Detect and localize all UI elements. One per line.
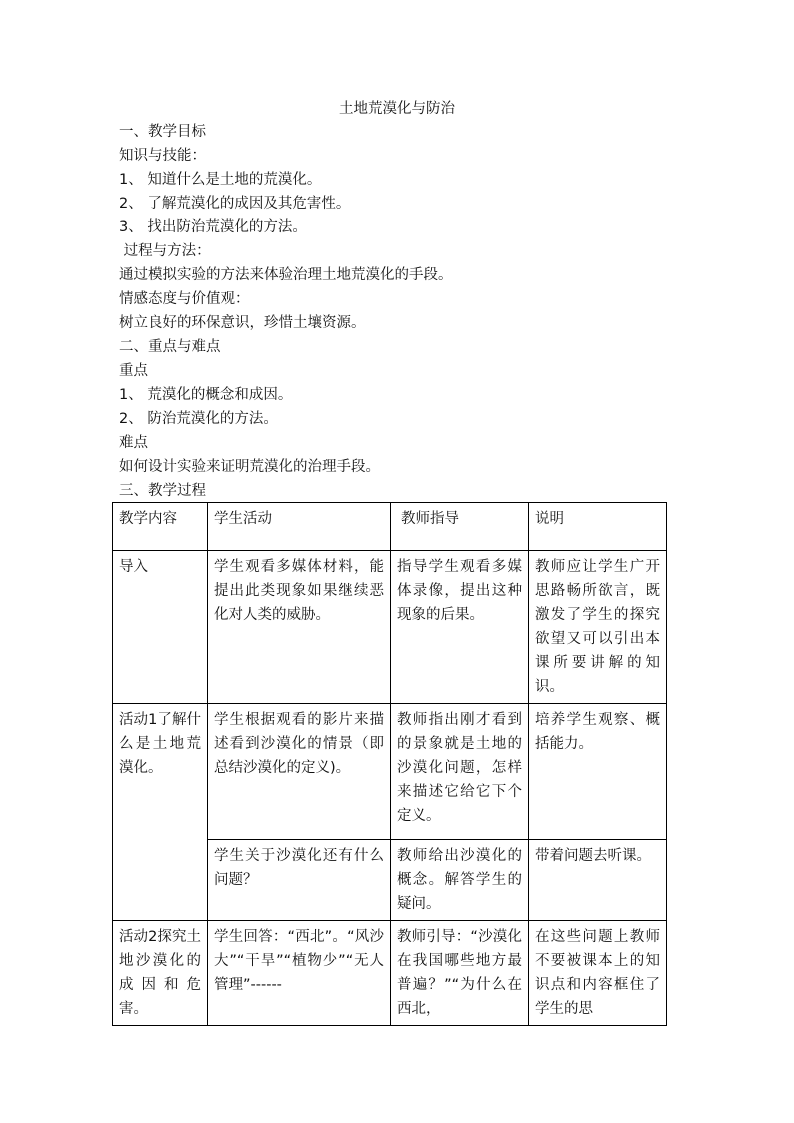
cell-content xyxy=(113,921,208,1026)
cell-notes: 带着问题去听课。 xyxy=(529,840,667,921)
header-teacher-guidance: 教师指导 xyxy=(391,503,529,551)
objective-item-2: 2、 了解荒漠化的成因及其危害性。 xyxy=(119,196,351,212)
header-notes: 说明 xyxy=(529,503,667,551)
cell-teacher-guidance: 教师给出沙漠化的概念。解答学生的疑问。 xyxy=(391,840,529,921)
cell-notes: 培养学生观察、概括能力。 xyxy=(529,704,667,840)
difficulty-text: 如何设计实验来证明荒漠化的治理手段。 xyxy=(119,459,380,475)
objective-item-1: 1、 知道什么是土地的荒漠化。 xyxy=(119,172,322,188)
teaching-process-table xyxy=(112,502,667,1026)
table-row xyxy=(113,551,667,704)
cell-teacher-guidance: 指导学生观看多媒体录像，提出这种现象的后果。 xyxy=(391,551,529,704)
cell-teacher-guidance-text: 教师引导：“沙漠化在我国哪些地方最普遍？”“为什么在西北， xyxy=(397,929,522,1017)
subheading-key-points: 重点 xyxy=(119,363,148,379)
section-heading-process: 三、教学过程 xyxy=(119,483,206,499)
cell-content-text: 活动2探究土地沙漠化的成因和危害。 xyxy=(119,929,201,1017)
attitude-values-text: 树立良好的环保意识，珍惜土壤资源。 xyxy=(119,315,366,331)
header-student-activity: 学生活动 xyxy=(208,503,391,551)
header-content: 教学内容 xyxy=(113,503,208,551)
cell-notes: 教师应让学生广开思路畅所欲言，既激发了学生的探究欲望又可以引出本课所要讲解的知识。 xyxy=(529,551,667,704)
table-row xyxy=(113,921,667,1026)
cell-content: 导入 xyxy=(113,551,208,704)
key-point-item-2: 2、 防治荒漠化的方法。 xyxy=(119,411,278,427)
cell-teacher-guidance: 教师指出刚才看到的景象就是土地的沙漠化问题，怎样来描述它给它下个定义。 xyxy=(391,704,529,840)
cell-student-activity: 学生关于沙漠化还有什么问题？ xyxy=(208,840,391,921)
process-methods-text: 通过模拟实验的方法来体验治理土地荒漠化的手段。 xyxy=(119,267,453,283)
cell-student-activity xyxy=(208,921,391,1026)
objective-item-3: 3、 找出防治荒漠化的方法。 xyxy=(119,219,307,235)
table-header-row xyxy=(113,503,667,551)
cell-student-activity-text: 学生回答：“西北”。“风沙大”“干旱”“植物少”“无人管理”------ xyxy=(214,929,384,993)
cell-notes xyxy=(529,921,667,1026)
section-heading-key-points: 二、重点与难点 xyxy=(119,339,221,355)
cell-notes-text: 在这些问题上教师不要被课本上的知识点和内容框住了学生的思 xyxy=(535,929,660,1017)
cell-content: 活动1了解什么是土地荒漠化。 xyxy=(113,704,208,921)
cell-student-activity: 学生根据观看的影片来描述看到沙漠化的情景（即总结沙漠化的定义)。 xyxy=(208,704,391,840)
section-heading-objectives: 一、教学目标 xyxy=(119,124,206,140)
cell-teacher-guidance xyxy=(391,921,529,1026)
subheading-attitude-values: 情感态度与价值观： xyxy=(119,291,250,307)
cell-student-activity: 学生观看多媒体材料，能提出此类现象如果继续恶化对人类的威胁。 xyxy=(208,551,391,704)
subheading-knowledge-skills: 知识与技能： xyxy=(119,148,206,164)
subheading-difficulty: 难点 xyxy=(119,435,148,451)
subheading-process-methods: 过程与方法： xyxy=(119,243,211,259)
table-row xyxy=(113,704,667,840)
page-title: 土地荒漠化与防治 xyxy=(339,101,455,117)
key-point-item-1: 1、 荒漠化的概念和成因。 xyxy=(119,387,293,403)
